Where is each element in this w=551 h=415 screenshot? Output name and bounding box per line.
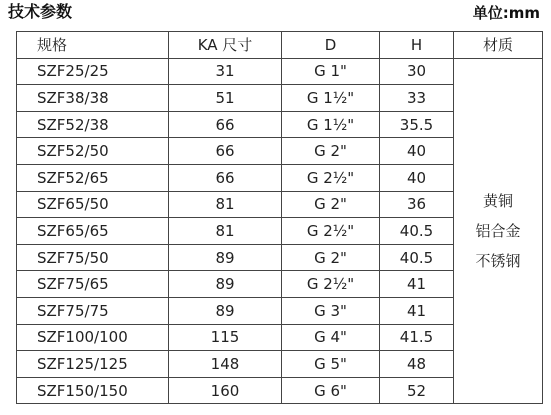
cell-ka-size: 89 [169, 271, 282, 298]
cell-d: G 2½" [282, 164, 380, 191]
cell-h: 52 [380, 377, 454, 404]
cell-model: SZF52/50 [17, 138, 169, 165]
cell-ka-size: 89 [169, 244, 282, 271]
cell-h: 40.5 [380, 244, 454, 271]
cell-model: SZF52/38 [17, 111, 169, 138]
cell-d: G 2" [282, 244, 380, 271]
spec-table [16, 31, 543, 404]
cell-d: G 1½" [282, 111, 380, 138]
header-d: D [282, 32, 380, 59]
material-aluminum-alloy: 铝合金 [475, 221, 521, 240]
cell-d: G 1" [282, 58, 380, 85]
cell-d: G 2" [282, 138, 380, 165]
cell-ka-size: 115 [169, 324, 282, 351]
table-row [17, 58, 543, 85]
cell-h: 36 [380, 191, 454, 218]
cell-h: 48 [380, 351, 454, 378]
cell-h: 40.5 [380, 218, 454, 245]
cell-ka-size: 81 [169, 218, 282, 245]
cell-model: SZF75/65 [17, 271, 169, 298]
cell-d: G 2½" [282, 218, 380, 245]
header-h: H [380, 32, 454, 59]
cell-h: 40 [380, 138, 454, 165]
cell-ka-size: 148 [169, 351, 282, 378]
cell-ka-size: 51 [169, 85, 282, 112]
unit-label: 单位:mm [472, 4, 540, 22]
cell-ka-size: 89 [169, 297, 282, 324]
material-brass: 黄铜 [482, 191, 513, 210]
cell-ka-size: 66 [169, 138, 282, 165]
cell-h: 41 [380, 271, 454, 298]
cell-h: 30 [380, 58, 454, 85]
cell-ka-size: 31 [169, 58, 282, 85]
cell-h: 35.5 [380, 111, 454, 138]
cell-model: SZF65/65 [17, 218, 169, 245]
cell-model: SZF52/65 [17, 164, 169, 191]
cell-model: SZF75/75 [17, 297, 169, 324]
cell-model: SZF125/125 [17, 351, 169, 378]
cell-ka-size: 160 [169, 377, 282, 404]
cell-ka-size: 81 [169, 191, 282, 218]
cell-ka-size: 66 [169, 164, 282, 191]
cell-model: SZF25/25 [17, 58, 169, 85]
cell-ka-size: 66 [169, 111, 282, 138]
cell-model: SZF75/50 [17, 244, 169, 271]
header-material: 材质 [454, 32, 543, 59]
page-title: 技术参数 [8, 2, 73, 21]
cell-d: G 4" [282, 324, 380, 351]
cell-h: 41 [380, 297, 454, 324]
cell-material [454, 58, 543, 404]
table-header-row [17, 32, 543, 59]
cell-d: G 2" [282, 191, 380, 218]
cell-model: SZF38/38 [17, 85, 169, 112]
header-ka-size: KA 尺寸 [169, 32, 282, 59]
cell-d: G 6" [282, 377, 380, 404]
cell-h: 33 [380, 85, 454, 112]
material-stainless-steel: 不锈钢 [475, 251, 521, 270]
header-model: 规格 [17, 32, 169, 59]
cell-d: G 3" [282, 297, 380, 324]
cell-d: G 5" [282, 351, 380, 378]
cell-model: SZF150/150 [17, 377, 169, 404]
cell-model: SZF65/50 [17, 191, 169, 218]
cell-d: G 2½" [282, 271, 380, 298]
cell-h: 40 [380, 164, 454, 191]
cell-model: SZF100/100 [17, 324, 169, 351]
cell-h: 41.5 [380, 324, 454, 351]
cell-d: G 1½" [282, 85, 380, 112]
